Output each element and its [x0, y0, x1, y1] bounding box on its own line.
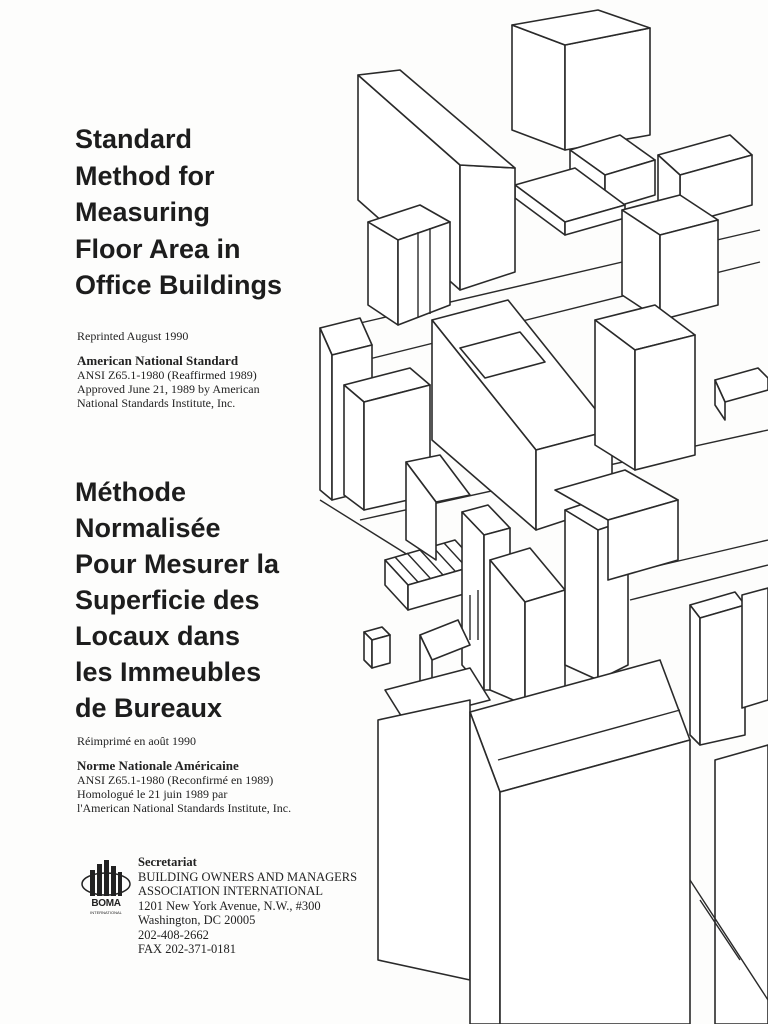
secretariat-block [138, 855, 357, 957]
title-line: Standard [75, 124, 193, 154]
secretariat-line: Washington, DC 20005 [138, 913, 256, 927]
title-line: Floor Area in [75, 233, 241, 264]
title-line: Method for [75, 160, 215, 191]
title-line: Office Buildings [75, 270, 283, 300]
boma-buildings-logo-icon [80, 858, 132, 898]
title-line: Superficie des [75, 585, 260, 615]
publication-info-english [77, 329, 260, 410]
title-line: Measuring [75, 197, 211, 227]
title-line: Locaux dans [75, 621, 241, 651]
logo-name: BOMA [91, 898, 121, 909]
secretariat-line: 202-408-2662 [138, 927, 209, 942]
title-line: les Immeubles [75, 657, 262, 687]
title-line: de Bureaux [75, 693, 223, 723]
boma-logo [80, 858, 132, 924]
secretariat-line: BUILDING OWNERS AND MANAGERS [138, 869, 358, 884]
approval-line: ANSI Z65.1-1980 (Reaffirmed 1989) [77, 368, 257, 382]
approval-line: Homologué le 21 juin 1989 par [77, 787, 228, 801]
approval-line: ANSI Z65.1-1980 (Reconfirmé en 1989) [77, 773, 274, 787]
approval-line: National Standards Institute, Inc. [77, 396, 236, 410]
title-english [75, 121, 282, 304]
secretariat-line: FAX 202-371-0181 [138, 942, 237, 956]
approval-line: Approved June 21, 1989 by American [77, 382, 260, 396]
publication-info-french [77, 734, 291, 815]
logo-subtitle: INTERNATIONAL [90, 910, 122, 915]
secretariat-heading: Secretariat [138, 855, 197, 869]
approval-line: l'American National Standards Institute, Inc. [77, 801, 292, 815]
standard-heading: American National Standard [77, 353, 239, 368]
title-french [75, 474, 279, 726]
title-line: Méthode [75, 477, 186, 507]
reprint-date: Réimprimé en août 1990 [77, 734, 196, 748]
title-line: Normalisée [75, 513, 221, 543]
secretariat-line: 1201 New York Avenue, N.W., #300 [138, 898, 321, 913]
secretariat-line: ASSOCIATION INTERNATIONAL [138, 884, 324, 898]
standard-heading: Norme Nationale Américaine [77, 758, 239, 773]
reprint-date: Reprinted August 1990 [77, 329, 189, 343]
title-line: Pour Mesurer la [75, 549, 280, 579]
